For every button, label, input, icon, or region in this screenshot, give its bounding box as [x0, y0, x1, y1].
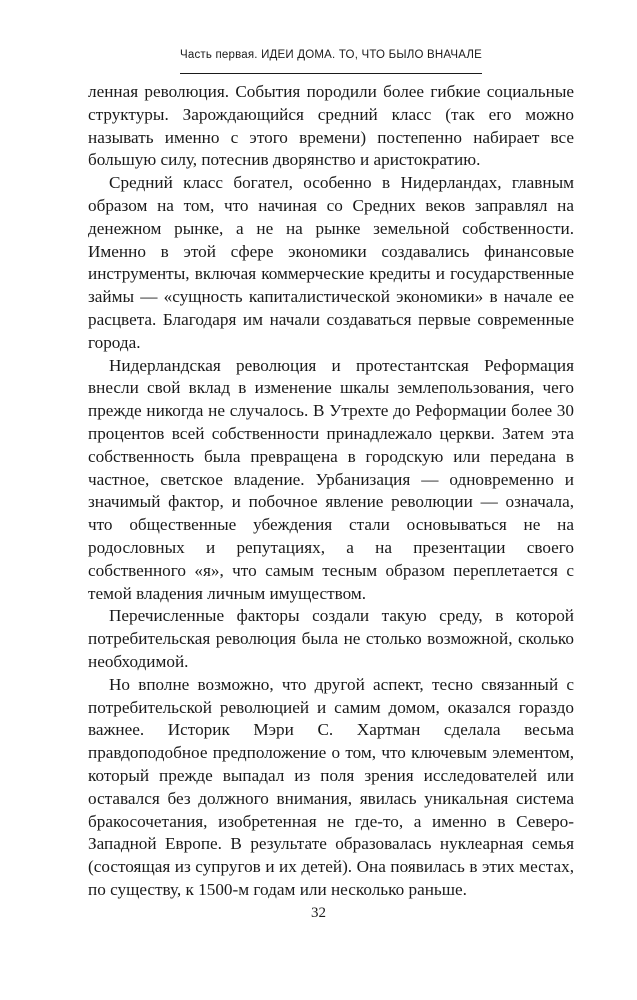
page-number: 32	[311, 905, 326, 921]
paragraph-5: Но вполне возможно, что другой аспект, тесно связанный с потребительской революцией и самим домом, оказался гораздо важнее. Историк Мэри С. Хартман сделала весьма правдоподобное предположение о том, что ключевым элементом, который прежде выпадал из поля зрения исследователей или оставался без должного внимания, явилась уникальная система бракосочетания, изобретенная не где-то, а именно в Северо-Западной Европе. В результате образовалась нуклеарная семья (состоящая из супругов и их детей). Она появилась в этих местах, по существу, к 1500-м годам или несколько раньше.	[88, 674, 574, 899]
paragraph-3: Нидерландская революция и протестантская Реформация внесли свой вклад в изменение шкалы землепользования, чего прежде никогда не случалось. В Утрехте до Реформации более 30 процентов всей собственности принадлежало церкви. Затем эта собственность была превращена в городскую или передана в частное, светское владение. Урбанизация — одновременно и значимый фактор, и побочное явление революции — означала, что общественные убеждения стали основываться не на родословных и репутациях, а на презентации своего собственного «я», что самым тесным образом переплетается с темой владения личным имуществом.	[88, 355, 574, 603]
paragraph-1: ленная революция. События породили более гибкие социальные структуры. Зарождающийся средний класс (так его можно называть именно с этого времени) постепенно набирает все большую силу, потеснив дворянство и аристократию.	[88, 82, 574, 170]
header-rule	[180, 73, 482, 74]
paragraph-2: Средний класс богател, особенно в Нидерландах, главным образом на том, что начиная со Средних веков заправлял на денежном рынке, а не на рынке земельной собственности. Именно в этой сфере экономики создавались финансовые инструменты, включая коммерческие кредиты и государственные займы — «сущность капиталистической экономики» в начале ее расцвета. Благодаря им начали создаваться первые современные города.	[88, 173, 574, 352]
running-title: Часть первая. ИДЕИ ДОМА. ТО, ЧТО БЫЛО ВНАЧАЛЕ	[180, 49, 482, 61]
paragraph-4: Перечисленные факторы создали такую среду, в которой потребительская революция была не столько возможной, сколько необходимой.	[88, 606, 574, 671]
body-text	[88, 81, 574, 902]
